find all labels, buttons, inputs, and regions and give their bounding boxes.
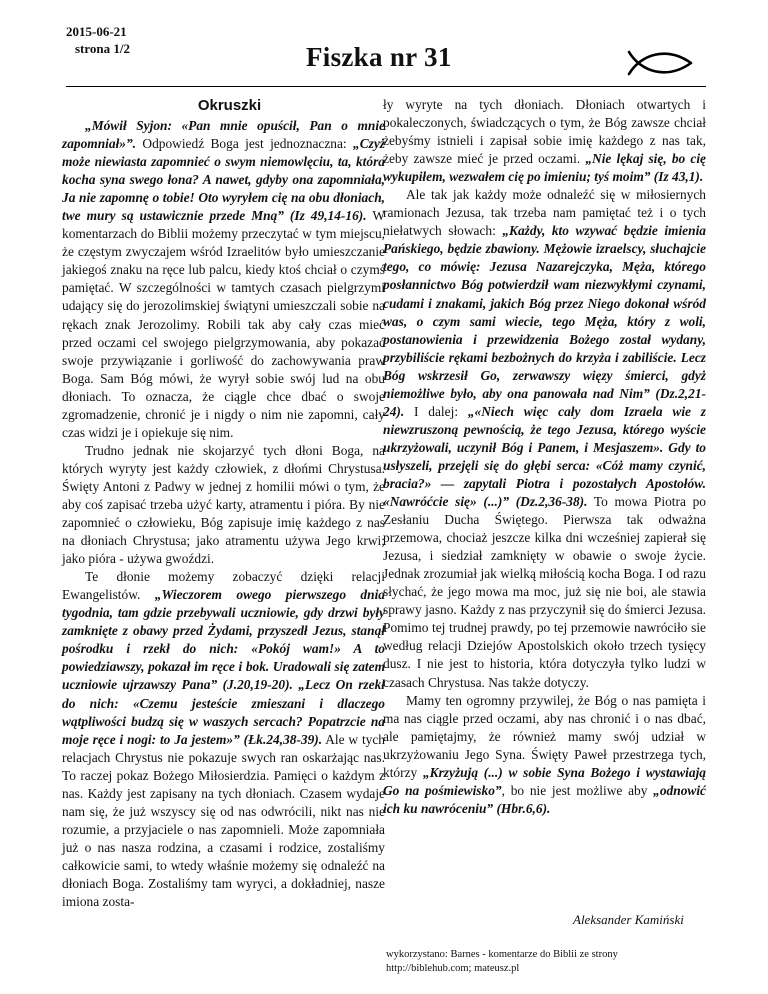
text-run: Ale w tych relacjach Chrystus nie pokazuje swych ran oskarżając nas. To raczej pokaz Bożego Miłosierdzia. Pamięci o każdym z nas. Każdy jest zapisany na tych dłoniach. Czasem wydaje nam się, że już wszyscy się od nas odwrócili, nikt nas nie rozumie, a przyjaciele o nas zapomnieli. Może zapomniała już o nas nasza rodzina, a czasami i rodzice, zostaliśmy całkowicie sami, to wtedy właśnie możemy się odnaleźć na dłoniach Boga. Zostaliśmy tam wyryci, a dokładniej, nasze imiona zosta- (62, 731, 385, 910)
bible-quote: „Mówił Syjon: «Pan mnie opuścił, Pan o mnie zapomniał»”. (62, 118, 385, 152)
left-column-text (62, 117, 385, 911)
right-column (383, 96, 706, 818)
paragraph (383, 186, 706, 691)
right-column-text (383, 96, 706, 818)
text-run: ły wyryte na tych dłoniach. Dłoniach otwartych i pokaleczonych, świadczących o tym, że Bóg zawsze chciał żebyśmy istnieli i zapisał sobie imię każdego z nas tak, żeby zawsze mieć je przed oczami. (383, 97, 706, 167)
bible-quote: „Wieczorem owego pierwszego dnia tygodnia, tam gdzie przebywali uczniowie, gdy drzwi były zamknięte z obawy przed Żydami, przyszedł Jezus, stanął pośrodku i rzekł do nich: «Pokój wam!» A to powiedziawszy, pokazał im ręce i bok. Uradowali się zatem uczniowie ujrzawszy Pana” (J.20,19-20). „Lecz On rzekł do nich: «Czemu jesteście zmieszani i dlaczego wątpliwości budzą się w waszych sercach? Popatrzcie na moje ręce i nogi: to Ja jestem»” (Łk.24,38-39). (62, 587, 385, 747)
bible-quote: „Krzyżują (...) w sobie Syna Bożego i wystawiają Go na pośmiewisko” (383, 764, 706, 798)
text-run: , bo nie jest możliwe aby (501, 782, 654, 798)
header-page-number: strona 1/2 (75, 41, 131, 56)
text-run: Odpowiedź Boga jest jednoznaczna: (142, 136, 354, 152)
bible-quote: „Każdy, kto wzywać będzie imienia Pańskiego, będzie zbawiony. Mężowie izraelscy, słuchajcie tego, co mówię: Jezusa Nazarejczyka, Męża, którego posłannictwo Bóg potwierdził wam niezwykłymi czynami, cudami i znakami, jakich Bóg przez Niego dokonał wśród was, o czym sami wiecie, tego Męża, który z woli, postanowienia i przewidzenia Bożego został wydany, przybiliście rękami bezbożnych do krzyża i zabiliście. Lecz Bóg wskrzesił Go, zerwawszy więzy śmierci, gdyż niemożliwe było, aby ona panowała nad Nim” (Dz.2,21-24). (383, 223, 706, 419)
paragraph (383, 692, 706, 818)
left-column (62, 96, 385, 911)
header-divider (66, 86, 706, 87)
text-run: W komentarzach do Biblii możemy przeczytać w tym miejscu, że częstym zwyczajem wśród Izraelitów było umieszczanie jakiegoś znaku na ręce lub palcu, kiedy ktoś chciał o czymś pamiętać. W szczególności w tamtych czasach pielgrzymi udający się do jerozolimskiej świątyni umieszczali sobie na rękach znak Jerozolimy. Robili tak aby cały czas mieć przed oczami cel swojego pielgrzymowania, aby pokazać swoje przywiązanie i gorliwość do zachowywania praw Boga. Sam Bóg mówi, że wyrył sobie swój lud na obu dłoniach. To oznacza, że ciągle chce dbać o swoje zgromadzenie, chronić je i nigdy o nim nie zapomni, cały czas widzi je i opiekuje się nim. (62, 208, 386, 440)
bible-quote: „Czyż może niewiasta zapomnieć o swym niemowlęciu, ta, która kocha syna swego łona? A nawet, gdyby ona zapomniała, Ja nie zapomnę o tobie! Oto wyryłem cię na obu dłoniach, twe mury są ustawicznie przede Mną” (Iz 49,14-16). (62, 136, 386, 224)
paragraph (62, 568, 385, 911)
paragraph (383, 96, 706, 186)
author-signature: Aleksander Kamiński (573, 912, 684, 927)
text-run: Mamy ten ogromny przywilej, że Bóg o nas pamięta i ma nas ciągle przed oczami, aby nas chronić i o nas dbać, ale pamiętajmy, że również mamy swój udział w ukrzyżowaniu Jego Syna. Święty Paweł przestrzega tych, którzy (383, 692, 706, 780)
page-title: Fiszka nr 31 (306, 42, 452, 72)
text-run: Te dłonie możemy zobaczyć dzięki relacji Ewangelistów. (62, 569, 385, 603)
paragraph (62, 442, 385, 568)
header-date: 2015-06-21 (66, 24, 127, 39)
section-heading: Okruszki (197, 97, 262, 114)
ichthys-fish-icon (627, 50, 693, 76)
text-run: I dalej: (404, 403, 468, 419)
source-note-line: http://biblehub.com; mateusz.pl (386, 963, 520, 974)
text-run: To mowa Piotra po Zesłaniu Ducha Świętego. Pierwsza tak odważna przemowa, chociaż jeszcze kilka dni wcześniej zapierał się Jezusa, i siedział zamknięty w obawie o swoje życie. Jednak zrozumiał jak wielką miłością kocha Boga. I od razu słychać, że jego mowa ma moc, już się nie boi, ale stawia sprawy jasno. Każdy z nas przyczynił się do śmierci Jezusa. Pomimo tej trudnej prawdy, po tej przemowie nawróciło sie według relacji Dziejów Apostolskich około trzech tysięcy dusz. I nie jest to historia, która dotyczyła tylko ludzi w czasach Chrystusa. Nas także dotyczy. (383, 494, 706, 690)
text-run: Ale tak jak każdy może odnaleźć się w miłosiernych ramionach Jezusa, tak trzeba nam pamiętać też i o tych niełatwych słowach: (383, 187, 706, 239)
bible-quote: „Nie lękaj się, bo cię wykupiłem, wezwałem cię po imieniu; tyś moim” (Iz 43,1). (383, 151, 706, 185)
source-note-line: wykorzystano: Barnes - komentarze do Biblii ze strony (386, 949, 618, 960)
bible-quote: „odnowić ich ku nawróceniu” (Hbr.6,6). (383, 782, 706, 816)
bible-quote: „«Niech więc cały dom Izraela wie z niewzruszoną pewnością, że tego Jezusa, którego wyście ukrzyżowali, uczynił Bóg i Panem, i Mesjaszem». Gdy to usłyszeli, przejęli się do głębi serca: «Cóż mamy czynić, bracia?» — zapytali Piotra i pozostałych Apostołów. «Nawróćcie się» (...)” (Dz.2,36-38). (383, 403, 707, 510)
source-note (386, 948, 618, 976)
paragraph (62, 117, 385, 442)
text-run: Trudno jednak nie skojarzyć tych dłoni Boga, na których wyryty jest każdy człowiek, z dłońmi Chrystusa. Święty Antoni z Padwy w jednej z homilii mówi o tym, że aby coś zapisać trzeba użyć karty, atramentu i pióra. By nie zapomnieć o człowieku, Bóg zapisuje imię każdego z nas na dłoniach Chrystusa; jako atramentu używa Jego krwi; jako pióra - używa gwoździ. (62, 442, 385, 567)
